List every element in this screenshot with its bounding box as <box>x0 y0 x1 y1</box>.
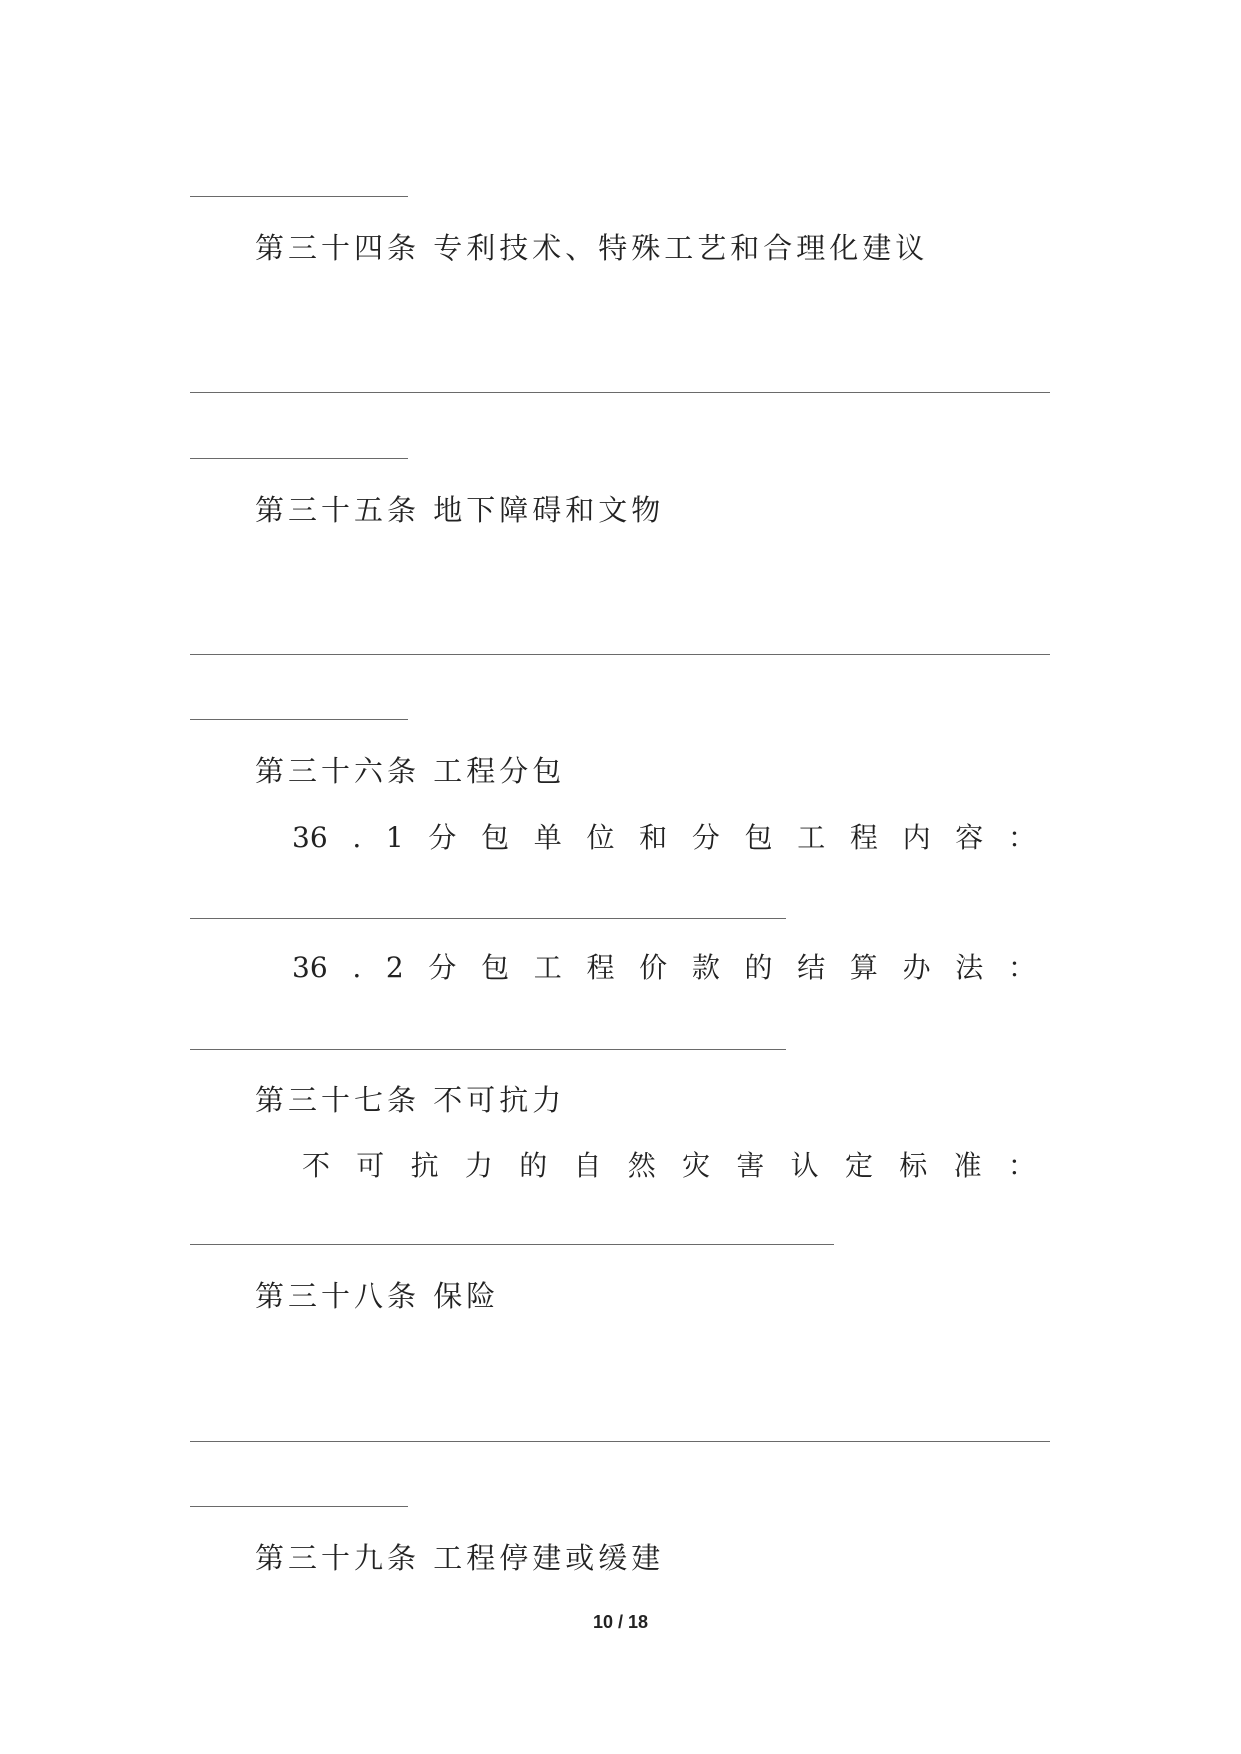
blank-line <box>190 1049 786 1050</box>
blank-line <box>190 1441 1050 1442</box>
blank-line <box>190 392 1050 393</box>
blank-line <box>190 196 408 197</box>
blank-line <box>190 918 786 919</box>
article-37-heading: 第三十七条 不可抗力 <box>255 1083 566 1117</box>
blank-line <box>190 654 1050 655</box>
blank-line <box>190 1506 408 1507</box>
article-34-heading: 第三十四条 专利技术、特殊工艺和合理化建议 <box>255 231 929 265</box>
article-35-heading: 第三十五条 地下障碍和文物 <box>255 493 665 527</box>
article-38-heading: 第三十八条 保险 <box>255 1279 500 1313</box>
article-36-item-1: 36 . 1 分 包 单 位 和 分 包 工 程 内 容 ： <box>292 821 1036 854</box>
blank-line <box>190 458 408 459</box>
page-number: 10 / 18 <box>592 1612 649 1632</box>
blank-line <box>190 1244 834 1245</box>
article-36-heading: 第三十六条 工程分包 <box>255 754 566 788</box>
article-39-heading: 第三十九条 工程停建或缓建 <box>255 1541 665 1575</box>
article-37-line-1: 不 可 抗 力 的 自 然 灾 害 认 定 标 准 ： <box>302 1149 1036 1182</box>
article-36-item-2: 36 . 2 分 包 工 程 价 款 的 结 算 办 法 ： <box>292 951 1036 984</box>
blank-line <box>190 719 408 720</box>
